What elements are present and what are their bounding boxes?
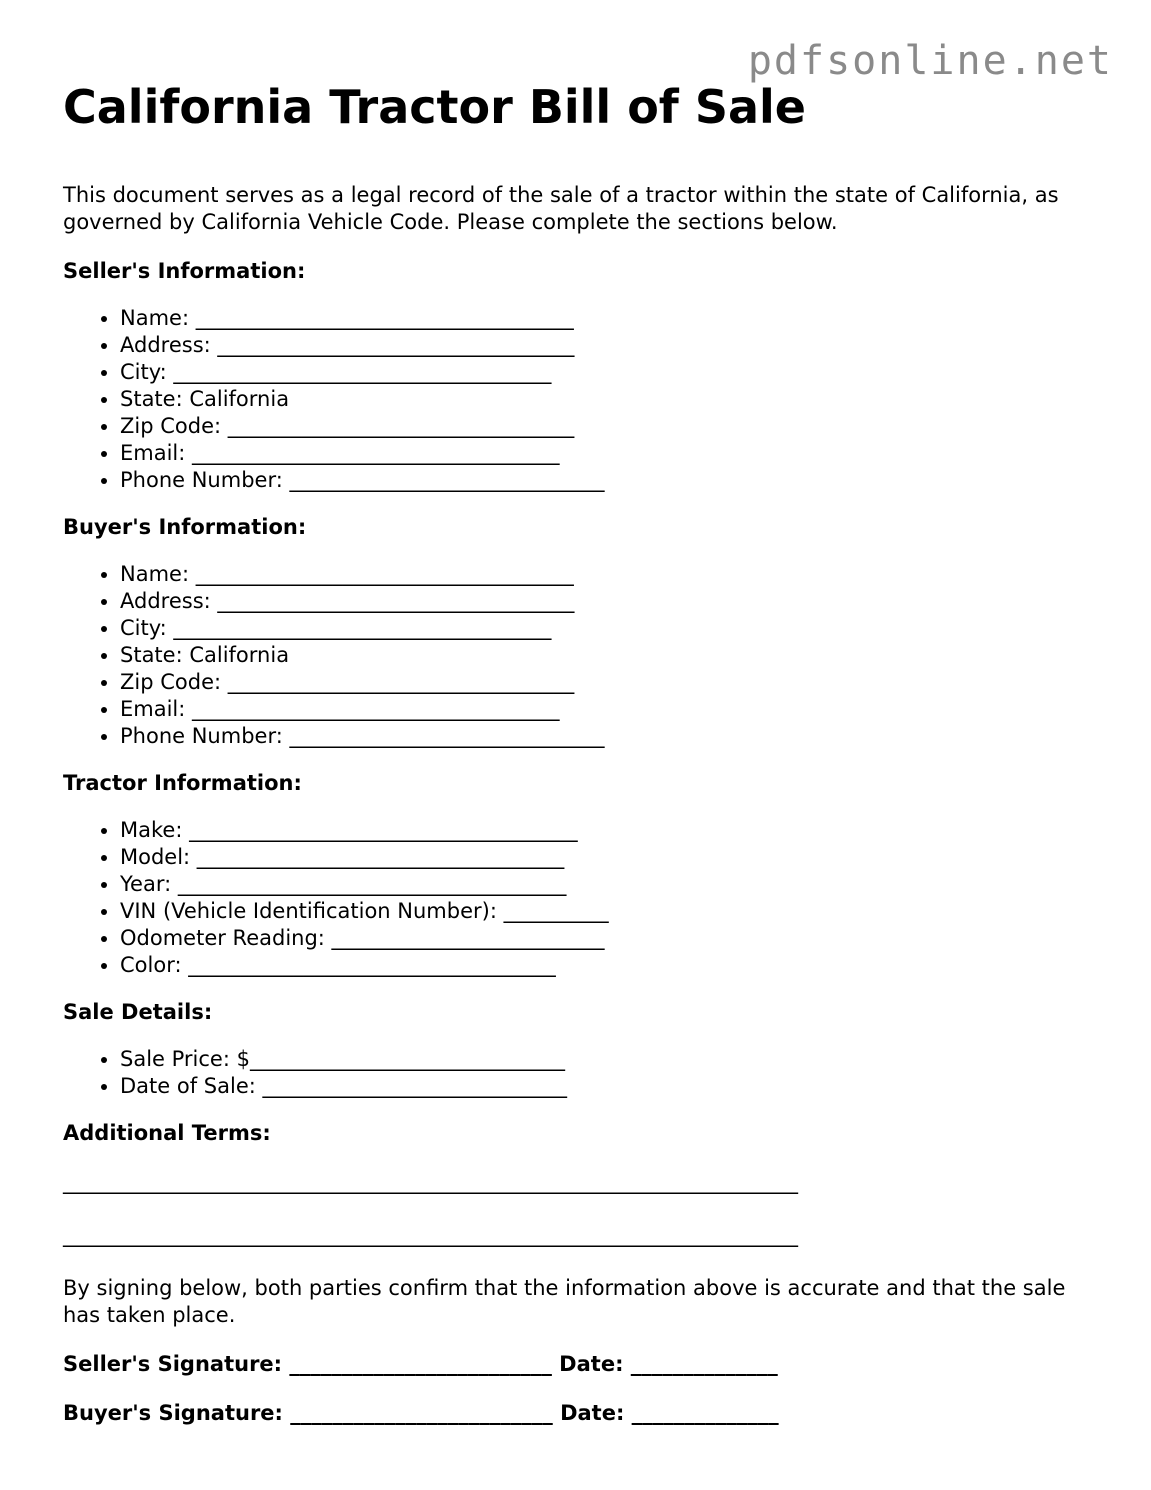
closing-statement: By signing below, both parties confirm that the information above is accurate and that the sale has taken place. <box>63 1276 1066 1327</box>
additional-terms-line-2[interactable]: ______________________________________________________________________ <box>63 1223 798 1247</box>
seller-signature-line[interactable]: Seller's Signature: _________________________ Date: ______________ <box>63 1352 778 1376</box>
buyer-city-field[interactable]: • City: ____________________________________ <box>120 615 1103 642</box>
sale-price-field[interactable]: • Sale Price: $______________________________ <box>120 1046 1103 1073</box>
seller-city-field[interactable]: • City: ____________________________________ <box>120 359 1103 386</box>
buyer-heading: Buyer's Information: <box>63 515 307 539</box>
seller-phone-field[interactable]: • Phone Number: ______________________________ <box>120 467 1103 494</box>
buyer-signature-line[interactable]: Buyer's Signature: _________________________ Date: ______________ <box>63 1401 779 1425</box>
tractor-odometer-field[interactable]: • Odometer Reading: __________________________ <box>120 925 1103 952</box>
tractor-vin-field[interactable]: • VIN (Vehicle Identification Number): __________ <box>120 898 1103 925</box>
buyer-fields <box>63 561 1103 750</box>
tractor-year-field[interactable]: • Year: _____________________________________ <box>120 871 1103 898</box>
tractor-heading: Tractor Information: <box>63 771 302 795</box>
seller-address-field[interactable]: • Address: __________________________________ <box>120 332 1103 359</box>
seller-zip-field[interactable]: • Zip Code: _________________________________ <box>120 413 1103 440</box>
buyer-zip-field[interactable]: • Zip Code: _________________________________ <box>120 669 1103 696</box>
sale-heading: Sale Details: <box>63 1000 213 1024</box>
tractor-fields <box>63 817 1103 979</box>
seller-fields <box>63 305 1103 494</box>
document-title: California Tractor Bill of Sale <box>63 80 806 134</box>
additional-terms-line-1[interactable]: ______________________________________________________________________ <box>63 1170 798 1194</box>
buyer-name-field[interactable]: • Name: ____________________________________ <box>120 561 1103 588</box>
buyer-address-field[interactable]: • Address: __________________________________ <box>120 588 1103 615</box>
seller-state-field: • State: California <box>120 386 1103 413</box>
buyer-email-field[interactable]: • Email: ___________________________________ <box>120 696 1103 723</box>
intro-paragraph: This document serves as a legal record of the sale of a tractor within the state of California, as governed by California Vehicle Code. Please complete the sections below. <box>63 183 1059 234</box>
seller-heading: Seller's Information: <box>63 259 306 283</box>
buyer-state-field: • State: California <box>120 642 1103 669</box>
additional-terms-heading: Additional Terms: <box>63 1121 271 1145</box>
watermark: pdfsonline.net <box>747 38 1113 84</box>
seller-email-field[interactable]: • Email: ___________________________________ <box>120 440 1103 467</box>
tractor-color-field[interactable]: • Color: ___________________________________ <box>120 952 1103 979</box>
tractor-model-field[interactable]: • Model: ___________________________________ <box>120 844 1103 871</box>
seller-name-field[interactable]: • Name: ____________________________________ <box>120 305 1103 332</box>
buyer-phone-field[interactable]: • Phone Number: ______________________________ <box>120 723 1103 750</box>
sale-date-field[interactable]: • Date of Sale: _____________________________ <box>120 1073 1103 1100</box>
sale-fields <box>63 1046 1103 1100</box>
tractor-make-field[interactable]: • Make: _____________________________________ <box>120 817 1103 844</box>
document-page <box>63 78 1103 1449</box>
